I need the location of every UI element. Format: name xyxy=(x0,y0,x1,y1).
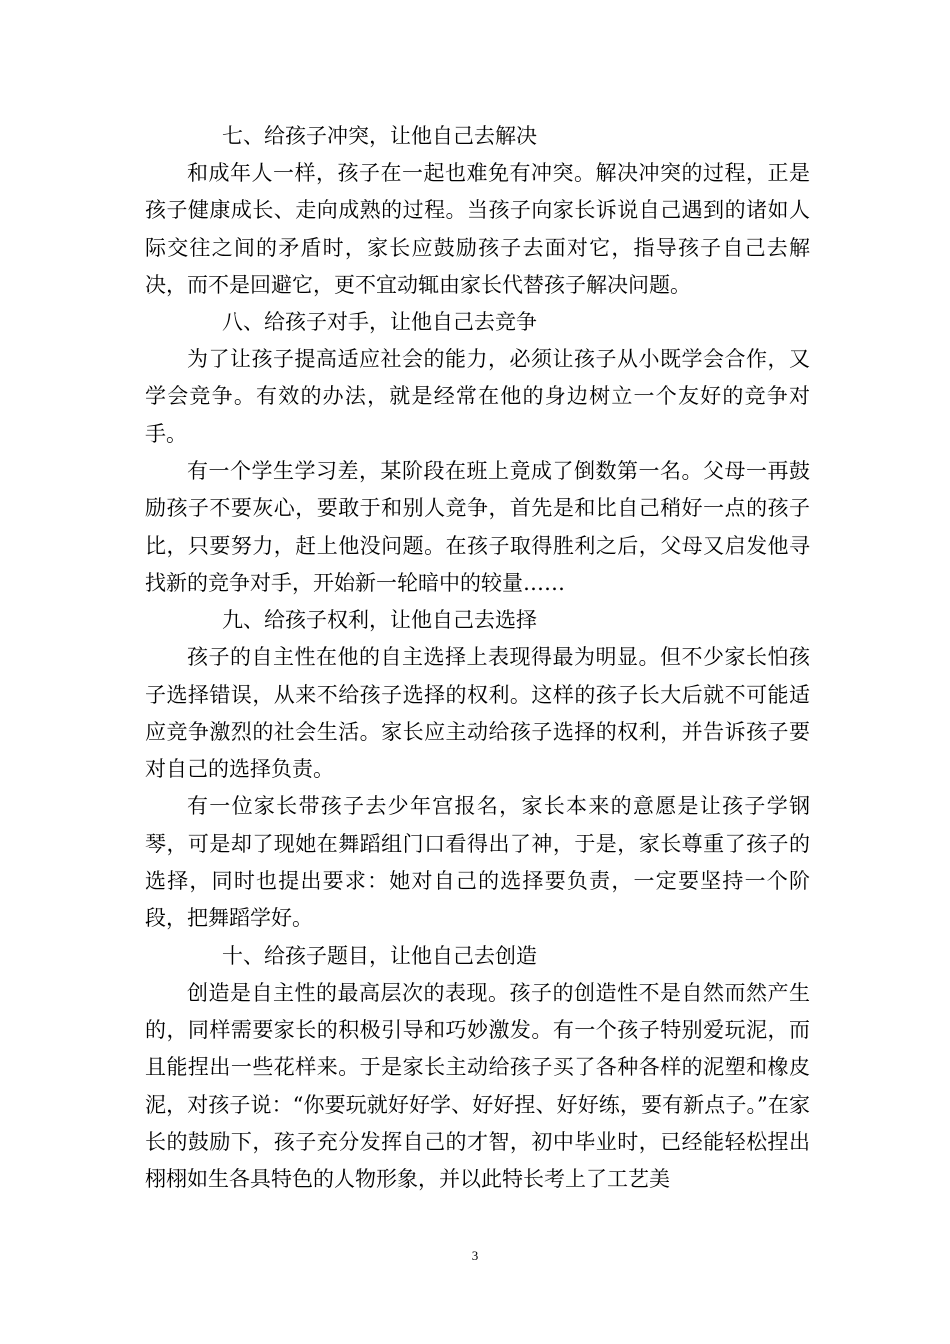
section-heading: 九、给孩子权利，让他自己去选择 xyxy=(222,608,537,633)
paragraph: 创造是自主性的最高层次的表现。孩子的创造性不是自然而然产生的，同样需要家长的积极引导和巧妙激发。有一个孩子特别爱玩泥，而且能捏出一些花样来。于是家长主动给孩子买了各种各样的泥塑和橡皮泥，对孩子说：“你要玩就好好学、好好捏、好好练，要有新点子。”在家长的鼓励下，孩子充分发挥自己的才智，初中毕业时，已经能轻松捏出栩栩如生各具特色的人物形象，并以此特长考上了工艺美 xyxy=(145,980,810,1192)
paragraph: 孩子的自主性在他的自主选择上表现得最为明显。但不少家长怕孩子选择错误，从来不给孩子选择的权利。这样的孩子长大后就不可能适应竞争激烈的社会生活。家长应主动给孩子选择的权利，并告诉孩子要对自己的选择负责。 xyxy=(145,645,810,782)
paragraph: 和成年人一样，孩子在一起也难免有冲突。解决冲突的过程，正是孩子健康成长、走向成熟的过程。当孩子向家长诉说自己遇到的诸如人际交往之间的矛盾时，家长应鼓励孩子去面对它，指导孩子自己去解决，而不是回避它，更不宜动辄由家长代替孩子解决问题。 xyxy=(145,161,810,297)
paragraph: 为了让孩子提高适应社会的能力，必须让孩子从小既学会合作，又学会竞争。有效的办法，就是经常在他的身边树立一个友好的竞争对手。 xyxy=(145,347,810,446)
section-heading: 十、给孩子题目，让他自己去创造 xyxy=(222,943,537,968)
section-heading: 八、给孩子对手，让他自己去竞争 xyxy=(222,310,537,335)
paragraph: 有一个学生学习差，某阶段在班上竟成了倒数第一名。父母一再鼓励孩子不要灰心，要敢于和别人竞争，首先是和比自己稍好一点的孩子比，只要努力，赶上他没问题。在孩子取得胜利之后，父母又启发他寻找新的竞争对手，开始新一轮暗中的较量…… xyxy=(145,459,810,595)
page-body xyxy=(145,118,810,1198)
section-heading: 七、给孩子冲突，让他自己去解决 xyxy=(222,124,537,148)
page-number: 3 xyxy=(471,1248,479,1263)
paragraph: 有一位家长带孩子去少年宫报名，家长本来的意愿是让孩子学钢琴，可是却了现她在舞蹈组门口看得出了神，于是，家长尊重了孩子的选择，同时也提出要求：她对自己的选择要负责，一定要坚持一个阶段，把舞蹈学好。 xyxy=(145,794,810,931)
